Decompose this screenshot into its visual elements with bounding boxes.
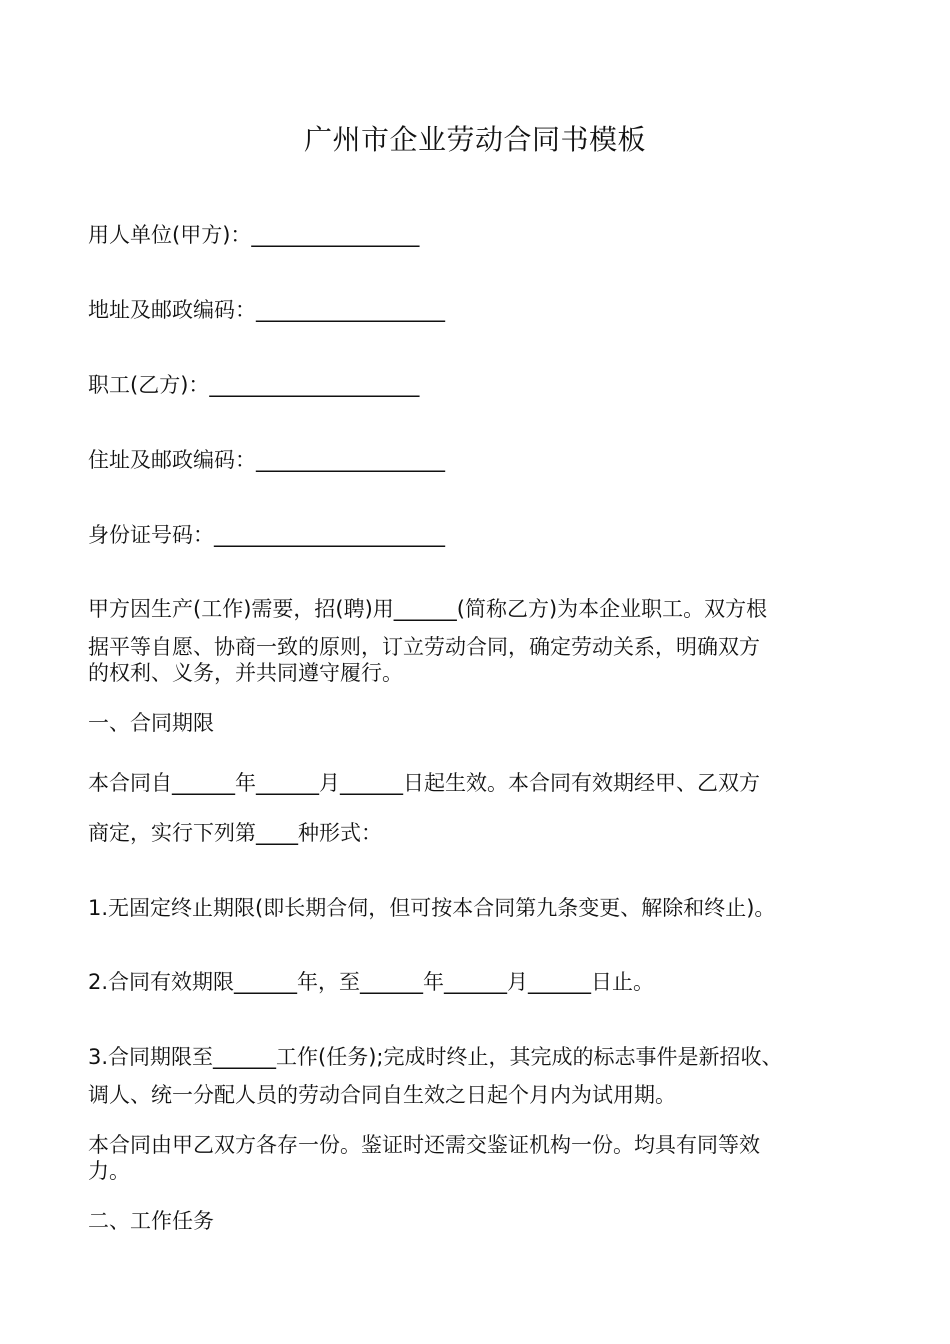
term-line-2: 商定，实行下列第____种形式：	[88, 821, 382, 845]
intro-line-3: 的权利、义务，并共同遵守履行。	[88, 661, 403, 685]
field-employee: 职工(乙方)：____________________	[88, 373, 420, 397]
field-employee-address: 住址及邮政编码：__________________	[88, 448, 445, 472]
section-heading-tasks: 二、工作任务	[88, 1209, 214, 1233]
intro-line-1: 甲方因生产(工作)需要，招(聘)用______(简称乙方)为本企业职工。双方根	[88, 597, 768, 621]
term-line-1: 本合同自______年______月______日起生效。本合同有效期经甲、乙双方	[88, 771, 760, 795]
field-id-number: 身份证号码：______________________	[88, 523, 445, 547]
term-option-2: 2.合同有效期限______年，至______年______月______日止。	[88, 970, 655, 994]
document-title: 广州市企业劳动合同书模板	[303, 123, 646, 156]
intro-line-2: 据平等自愿、协商一致的原则，订立劳动合同，确定劳动关系，明确双方	[88, 635, 760, 659]
field-employer-address: 地址及邮政编码：__________________	[88, 298, 445, 322]
copies-line-2: 力。	[88, 1159, 130, 1183]
term-option-3-line-1: 3.合同期限至______工作(任务);完成时终止，其完成的标志事件是新招收、	[88, 1045, 783, 1069]
term-option-1: 1.无固定终止期限(即长期合伺，但可按本合同第九条变更、解除和终止)。	[88, 896, 776, 920]
field-employer: 用人单位(甲方)：________________	[88, 223, 420, 247]
section-heading-term: 一、合同期限	[88, 711, 214, 735]
term-option-3-line-2: 调人、统一分配人员的劳动合同自生效之日起个月内为试用期。	[88, 1083, 676, 1107]
copies-line-1: 本合同由甲乙双方各存一份。鉴证时还需交鉴证机构一份。均具有同等效	[88, 1133, 760, 1157]
